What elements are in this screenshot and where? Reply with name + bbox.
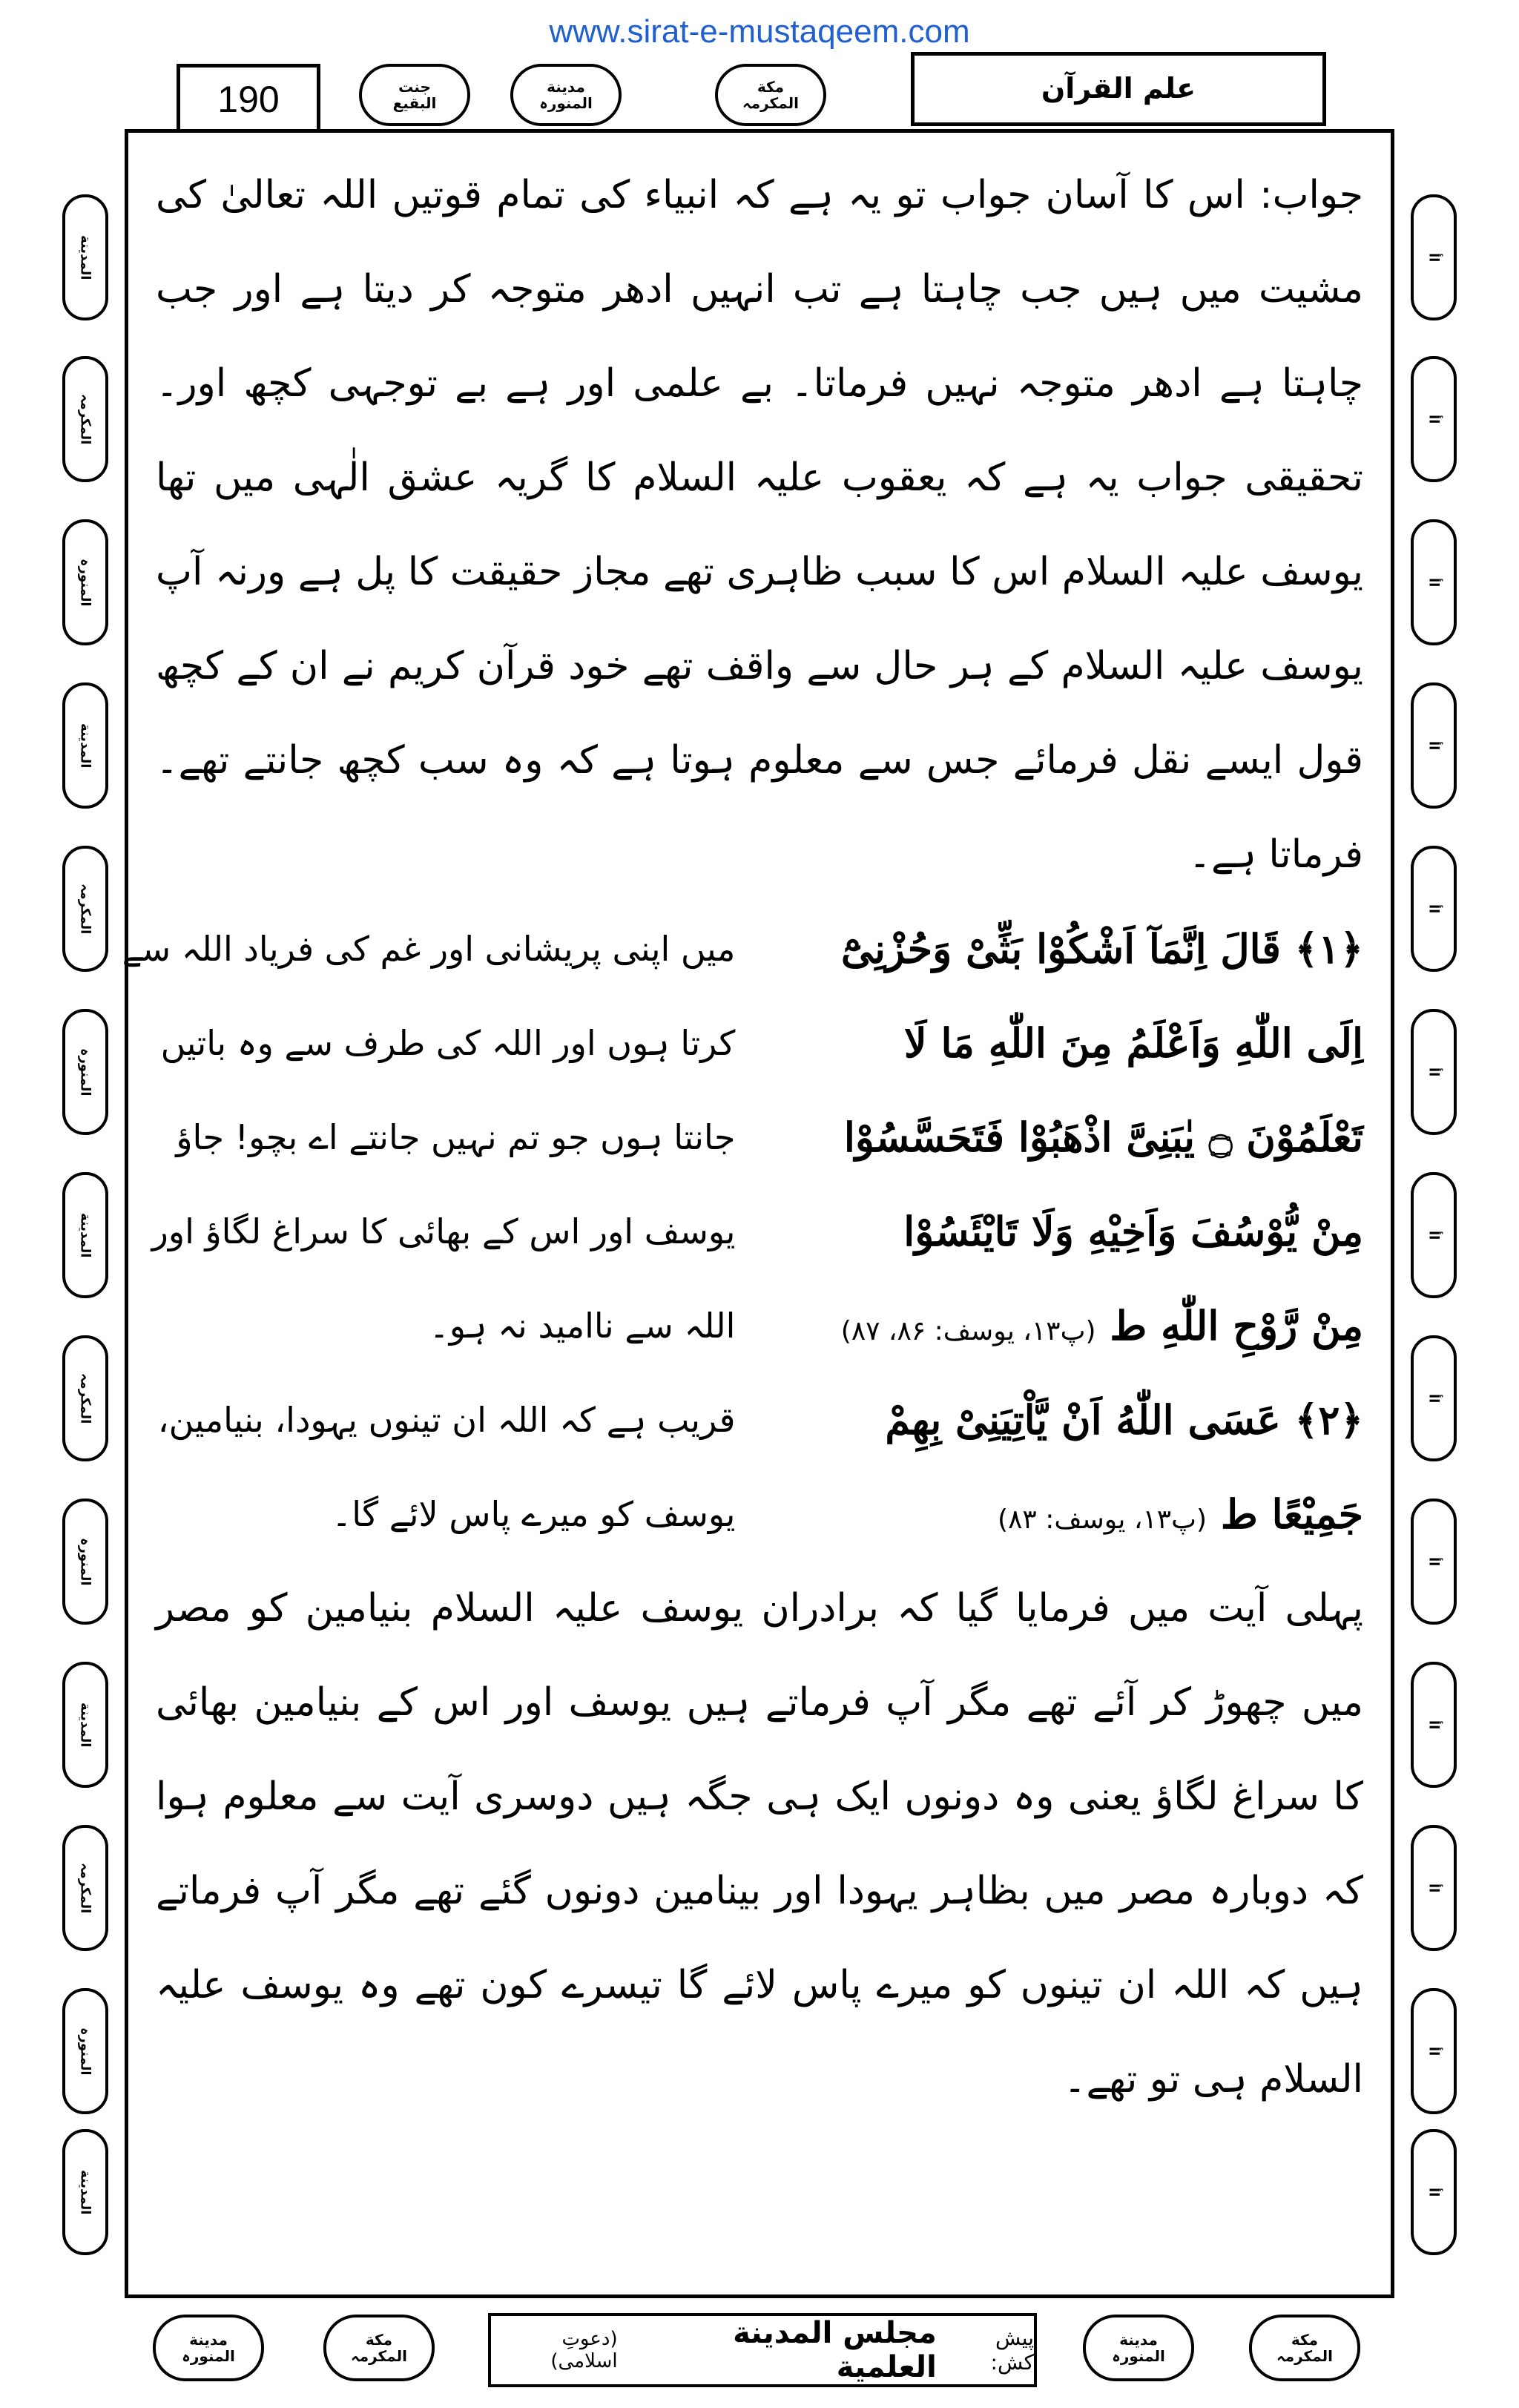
- side-badge-left: المکرمہ: [62, 846, 108, 972]
- presenter-box: [488, 2313, 1037, 2387]
- side-badge-left: المنورہ: [62, 1499, 108, 1625]
- side-badge-right: اأ: [1411, 519, 1457, 645]
- badge-line2: المنورہ: [182, 2347, 235, 2365]
- verse-row: [122, 902, 1363, 996]
- verse-translation: اللہ سے ناامید نہ ہو۔: [429, 1306, 736, 1346]
- side-badge-left: المدینة: [62, 2129, 108, 2255]
- verse-row: [156, 996, 1363, 1090]
- badge-line1: مدینة: [547, 78, 585, 96]
- organization-sub: (دعوتِ اسلامی): [550, 2328, 618, 2372]
- paragraph-explanation: پہلی آیت میں فرمایا گیا کہ برادران یوسف علیہ السلام بنیامین کو مصر میں چھوڑ کر آئے تھے مگر آپ فرماتے ہیں یوسف اور اس کے بنیامین بھائی کا سراغ لگاؤ یعنی وہ دونوں ایک ہی جگہ ہیں دوسری آیت سے معلوم ہوا کہ دوبارہ مصر میں بظاہر یہودا اور بینامین دونوں گئے تھے مگر آپ فرماتے ہیں کہ اللہ ان تینوں کو میرے پاس لائے گا تیسرے کون تھے وہ یوسف علیہ السلام ہی تو تھے۔: [156, 1586, 1363, 2102]
- verse-arabic: مِنْ یُّوْسُفَ وَاَخِیْهِ وَلَا تَایْئَسُوْا: [903, 1208, 1363, 1255]
- side-badge-right: اأ: [1411, 356, 1457, 482]
- side-badge-right: اأ: [1411, 1662, 1457, 1788]
- verse-row: [156, 1467, 1363, 1562]
- verse-translation: جانتا ہوں جو تم نہیں جانتے اے بچو! جاؤ: [176, 1117, 736, 1157]
- side-badge-left: المنورہ: [62, 1009, 108, 1135]
- badge-jannat-ul-baqi: [359, 64, 470, 126]
- badge-line2: المکرمہ: [351, 2347, 407, 2365]
- verse-row: [156, 1373, 1363, 1467]
- badge-line2: المنورہ: [1112, 2347, 1165, 2365]
- verse-block: [122, 902, 1363, 1562]
- verse-translation: کرتا ہوں اور اللہ کی طرف سے وہ باتیں: [160, 1023, 736, 1063]
- paragraph-answer: جواب: اس کا آسان جواب تو یہ ہے کہ انبیاء کی تمام قوتیں اللہ تعالیٰ کی مشیت میں ہیں جب چاہتا ہے تب انہیں ادھر متوجہ کر دیتا ہے اور جب چاہتا ہے ادھر متوجہ نہیں فرماتا۔ بے علمی اور ہے بے توجہی کچھ اور۔ تحقیقی جواب یہ ہے کہ یعقوب علیہ السلام کا گریہ عشق الٰہی میں تھا یوسف علیہ السلام اس کا سبب ظاہری تھے مجاز حقیقت کا پل ہے ورنہ آپ یوسف علیہ السلام کے ہر حال سے واقف تھے خود قرآن کریم نے ان کے کچھ قول ایسے نقل فرمائے جس سے معلوم ہوتا ہے کہ وہ سب کچھ جانتے تھے۔ فرماتا ہے۔: [156, 173, 1363, 877]
- verse-arabic: ﴿۲﴾ عَسَى اللّٰهُ اَنْ یَّاْتِیَنِیْ بِهِمْ: [885, 1396, 1363, 1444]
- page-content: [122, 148, 1363, 2127]
- side-badge-left: المدینة: [62, 1662, 108, 1788]
- page-number: 190: [177, 64, 320, 135]
- side-badge-left: المکرمہ: [62, 1825, 108, 1951]
- verse-translation: یوسف اور اس کے بھائی کا سراغ لگاؤ اور: [151, 1211, 736, 1251]
- side-badge-left: المکرمہ: [62, 1335, 108, 1461]
- side-badge-right: اأ: [1411, 1825, 1457, 1951]
- verse-arabic: اِلَى اللّٰهِ وَاَعْلَمُ مِنَ اللّٰهِ مَا لَا: [903, 1019, 1363, 1067]
- side-badge-right: اأ: [1411, 1499, 1457, 1625]
- footer-badge: [1083, 2315, 1194, 2381]
- verse-translation: میں اپنی پریشانی اور غم کی فریاد اللہ سے: [122, 929, 736, 969]
- badge-madina: [510, 64, 622, 126]
- side-badge-left: المنورہ: [62, 519, 108, 645]
- badge-line1: جنت: [398, 78, 431, 96]
- verse-reference: (پ۱۳، یوسف: ۸۶، ۸۷): [840, 1316, 1096, 1346]
- badge-line1: مدینة: [1119, 2331, 1158, 2349]
- badge-line2: المکرمہ: [1276, 2347, 1333, 2365]
- organization-name: مجلس المدینة العلمیة: [733, 2316, 937, 2384]
- verse-arabic: تَعْلَمُوْنَ ۝ یٰبَنِیَّ اذْهَبُوْا فَتَحَسَّسُوْا: [843, 1113, 1363, 1161]
- badge-line2: المکرمہ: [742, 94, 799, 112]
- side-badge-right: اأ: [1411, 1335, 1457, 1461]
- badge-line1: مدینة: [189, 2331, 228, 2349]
- presenter-label: پیش کش:: [990, 2326, 1034, 2375]
- side-badge-right: اأ: [1411, 194, 1457, 320]
- side-badge-right: اأ: [1411, 846, 1457, 972]
- side-badge-right: اأ: [1411, 1009, 1457, 1135]
- footer-badge: [1249, 2315, 1360, 2381]
- footer-badge: [323, 2315, 435, 2381]
- verse-reference: (پ۱۳، یوسف: ۸۳): [998, 1504, 1207, 1535]
- book-title: علم القرآن: [911, 52, 1326, 126]
- verse-arabic: جَمِیْعًا ط: [1220, 1490, 1363, 1538]
- badge-makkah: [715, 64, 826, 126]
- verse-arabic-with-ref: [760, 1467, 1363, 1562]
- side-badge-left: المدینة: [62, 682, 108, 809]
- side-badge-right: اأ: [1411, 1988, 1457, 2114]
- verse-arabic-with-ref: [760, 1279, 1363, 1373]
- badge-line2: المنورہ: [539, 94, 593, 112]
- side-badge-left: المدینة: [62, 1172, 108, 1298]
- verse-translation: یوسف کو میرے پاس لائے گا۔: [332, 1494, 736, 1534]
- badge-line1: مکة: [1291, 2331, 1319, 2349]
- footer-badge: [153, 2315, 264, 2381]
- side-badge-left: المدینة: [62, 194, 108, 320]
- site-url[interactable]: www.sirat-e-mustaqeem.com: [549, 13, 970, 50]
- verse-row: [151, 1185, 1363, 1279]
- side-badge-right: اأ: [1411, 2129, 1457, 2255]
- verse-row: [156, 1090, 1363, 1185]
- verse-arabic: مِنْ رَّوْحِ اللّٰهِ ط: [1110, 1302, 1363, 1349]
- side-badge-right: اأ: [1411, 1172, 1457, 1298]
- verse-arabic: ﴿۱﴾ قَالَ اِنَّمَآ اَشْكُوْا بَثِّیْ وَحُزْنِیْٓ: [840, 925, 1363, 973]
- side-badge-left: المنورہ: [62, 1988, 108, 2114]
- side-badge-left: المکرمہ: [62, 356, 108, 482]
- side-badge-right: اأ: [1411, 682, 1457, 809]
- badge-line2: البقیع: [392, 94, 437, 112]
- verse-row: [156, 1279, 1363, 1373]
- badge-line1: مکة: [365, 2331, 393, 2349]
- badge-line1: مکة: [757, 78, 785, 96]
- verse-translation: قریب ہے کہ اللہ ان تینوں یہودا، بنیامین،: [157, 1400, 736, 1440]
